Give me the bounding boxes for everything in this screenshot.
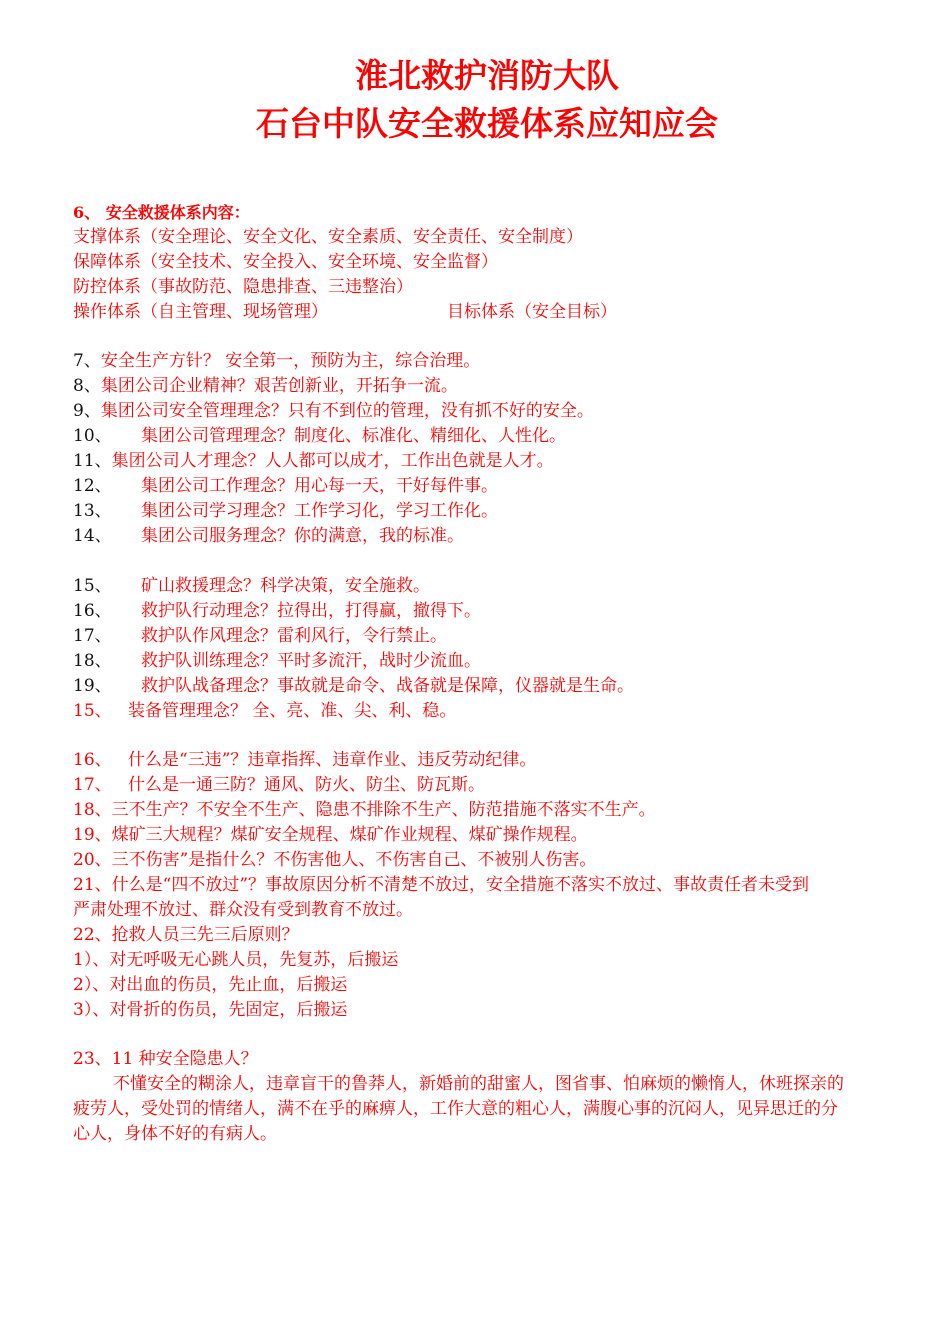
title-line-1: 淮北救护消防大队 — [355, 56, 619, 95]
qa-item: 13、 集团公司学习理念？工作学习化，学习工作化。 — [73, 501, 498, 521]
qa-item: 10、 集团公司管理理念？制度化、标准化、精细化、人性化。 — [73, 426, 566, 446]
target-system: 目标体系（安全目标） — [447, 302, 617, 322]
safety-item: 20、三不伤害”是指什么？不伤害他人、不伤害自己、不被别人伤害。 — [73, 850, 597, 870]
q23-line-3: 心人，身体不好的有病人。 — [73, 1124, 277, 1144]
qa-item: 8、集团公司企业精神？艰苦创新业，开拓争一流。 — [73, 376, 458, 396]
operation-system: 操作体系（自主管理、现场管理） — [73, 302, 328, 322]
q23-heading: 23、11 种安全隐患人？ — [73, 1049, 258, 1069]
section-6-heading: 6、 安全救援体系内容： — [73, 203, 250, 222]
safety-item: 16、 什么是“三违”？违章指挥、违章作业、违反劳动纪律。 — [73, 750, 537, 770]
equipment-item: 15、 装备管理理念？ 全、亮、准、尖、利、稳。 — [73, 701, 457, 721]
support-system: 支撑体系（安全理论、安全文化、安全素质、安全责任、安全制度） — [73, 227, 583, 247]
guarantee-system: 保障体系（安全技术、安全投入、安全环境、安全监督） — [73, 252, 498, 272]
q21-line-1: 21、什么是“四不放过”？事故原因分析不清楚不放过，安全措施不落实不放过、事故责任者未受到 — [73, 875, 810, 895]
qa-item: 14、 集团公司服务理念？你的满意，我的标准。 — [73, 526, 464, 546]
q22-item: 1）、对无呼吸无心跳人员，先复苏，后搬运 — [73, 950, 399, 970]
q22-item: 3）、对骨折的伤员，先固定，后搬运 — [73, 1000, 348, 1020]
qa-item: 7、安全生产方针？ 安全第一，预防为主，综合治理。 — [73, 351, 481, 371]
rescue-item: 16、 救护队行动理念？拉得出，打得赢，撤得下。 — [73, 601, 481, 621]
q21-line-2: 严肃处理不放过、群众没有受到教育不放过。 — [73, 900, 413, 920]
q23-line-1: 不懂安全的糊涂人，违章盲干的鲁莽人，新婚前的甜蜜人，图省事、怕麻烦的懒惰人，休班探亲的 — [113, 1074, 844, 1094]
qa-item: 11、集团公司人才理念？人人都可以成才，工作出色就是人才。 — [73, 451, 554, 471]
rescue-item: 17、 救护队作风理念？雷利风行，令行禁止。 — [73, 626, 447, 646]
safety-item: 19、煤矿三大规程？煤矿安全规程、煤矿作业规程、煤矿操作规程。 — [73, 825, 588, 845]
rescue-item: 19、 救护队战备理念？事故就是命令、战备就是保障，仪器就是生命。 — [73, 676, 634, 696]
q22-item: 2）、对出血的伤员，先止血，后搬运 — [73, 975, 348, 995]
title-line-2: 石台中队安全救援体系应知应会 — [256, 104, 718, 143]
qa-item: 9、集团公司安全管理理念？只有不到位的管理，没有抓不好的安全。 — [73, 401, 594, 421]
safety-item: 18、三不生产？不安全不生产、隐患不排除不生产、防范措施不落实不生产。 — [73, 800, 656, 820]
safety-item: 17、 什么是一通三防？通风、防火、防尘、防瓦斯。 — [73, 775, 485, 795]
q22-heading: 22、抢救人员三先三后原则？ — [73, 925, 299, 945]
rescue-item: 18、 救护队训练理念？平时多流汗，战时少流血。 — [73, 651, 481, 671]
control-system: 防控体系（事故防范、隐患排查、三违整治） — [73, 277, 413, 297]
qa-item: 12、 集团公司工作理念？用心每一天，干好每件事。 — [73, 476, 498, 496]
q23-line-2: 疲劳人，受处罚的情绪人，满不在乎的麻痹人，工作大意的粗心人，满腹心事的沉闷人，见异思迁的分 — [73, 1099, 838, 1119]
rescue-item: 15、 矿山救援理念？科学决策，安全施救。 — [73, 576, 430, 596]
